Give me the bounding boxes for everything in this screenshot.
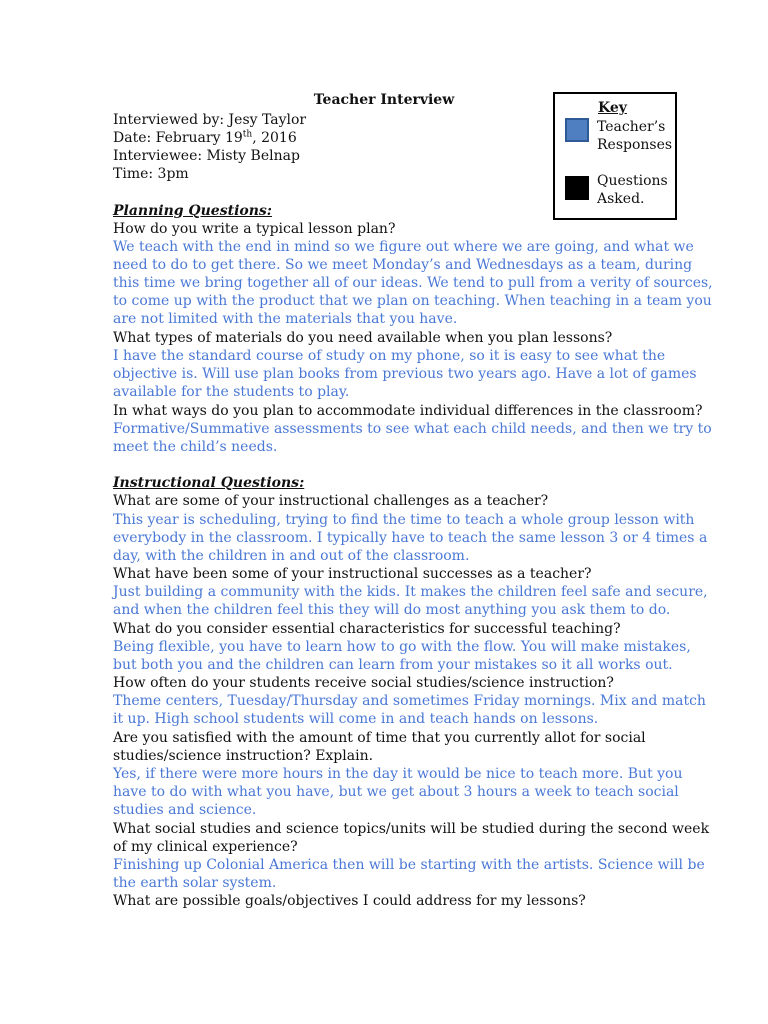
- question: Are you satisfied with the amount of time that you currently allot for social: [113, 730, 646, 746]
- answer-line: to come up with the product that we plan on teaching. When teaching in a team you: [113, 293, 712, 309]
- answer-line: this time we bring together all of our ideas. We tend to pull from a verity of sources,: [113, 275, 713, 291]
- answer-line: Just building a community with the kids. It makes the children feel safe and secure,: [113, 584, 708, 600]
- answer-line: and when the children feel this they will do most anything you ask them to do.: [113, 602, 671, 618]
- answer-line: it up. High school students will come in and teach hands on lessons.: [113, 711, 599, 727]
- answer-line: Being flexible, you have to learn how to go with the flow. You will make mistakes,: [113, 639, 691, 655]
- questions-swatch-icon: [565, 176, 589, 200]
- questions-label-line1: Questions: [597, 173, 668, 189]
- planning-heading: Planning Questions:: [113, 203, 272, 219]
- answer-line: everybody in the classroom. I typically have to teach the same lesson 3 or 4 times a: [113, 530, 708, 546]
- teacher-response-swatch-icon: [565, 118, 589, 142]
- teacher-response-label-line2: Responses: [597, 137, 673, 153]
- answer-line: Finishing up Colonial America then will be starting with the artists. Science will be: [113, 857, 705, 873]
- answer-line: objective is. Will use plan books from previous two years ago. Have a lot of games: [113, 366, 697, 382]
- instructional-heading: Instructional Questions:: [113, 475, 305, 491]
- answer-line: have to do with what you have, but we get about 3 hours a week to teach social: [113, 784, 679, 800]
- question: What have been some of your instructional successes as a teacher?: [113, 566, 592, 582]
- answer-line: Yes, if there were more hours in the day it would be nice to teach more. But you: [113, 766, 683, 782]
- teacher-response-label-line1: Teacher’s: [597, 119, 666, 135]
- document-title: Teacher Interview: [313, 92, 455, 108]
- interviewed-by: Interviewed by: Jesy Taylor: [113, 112, 307, 128]
- answer-line: I have the standard course of study on my phone, so it is easy to see what the: [113, 348, 666, 364]
- answer-line: are not limited with the materials that you have.: [113, 311, 458, 327]
- answer-line: but both you and the children can learn from your mistakes so it all works out.: [113, 657, 673, 673]
- question: What are some of your instructional challenges as a teacher?: [113, 493, 549, 509]
- answer-line: studies and science.: [113, 802, 257, 818]
- answer-line: available for the students to play.: [113, 384, 350, 400]
- answer-line: Theme centers, Tuesday/Thursday and sometimes Friday mornings. Mix and match: [113, 693, 706, 709]
- question: What types of materials do you need available when you plan lessons?: [113, 330, 613, 346]
- question: What are possible goals/objectives I could address for my lessons?: [113, 893, 586, 909]
- answer-line: the earth solar system.: [113, 875, 277, 891]
- question: How do you write a typical lesson plan?: [113, 221, 396, 237]
- question: How often do your students receive social studies/science instruction?: [113, 675, 614, 691]
- question: of my clinical experience?: [113, 839, 298, 855]
- interview-date: Date: February 19th, 2016: [113, 129, 297, 146]
- answer-line: Formative/Summative assessments to see what each child needs, and then we try to: [113, 421, 712, 437]
- answer-line: need to do to get there. So we meet Monday’s and Wednesdays as a team, during: [113, 257, 693, 273]
- questions-label-line2: Asked.: [597, 191, 645, 207]
- question: studies/science instruction? Explain.: [113, 748, 374, 764]
- question: What social studies and science topics/units will be studied during the second week: [113, 821, 710, 837]
- answer-line: meet the child’s needs.: [113, 439, 278, 455]
- question: What do you consider essential characteristics for successful teaching?: [113, 621, 621, 637]
- question: In what ways do you plan to accommodate individual differences in the classroom?: [113, 403, 703, 419]
- answer-line: We teach with the end in mind so we figure out where we are going, and what we: [113, 239, 694, 255]
- interviewee: Interviewee: Misty Belnap: [113, 148, 300, 164]
- key-title: Key: [598, 100, 627, 116]
- answer-line: day, with the children in and out of the classroom.: [113, 548, 470, 564]
- interview-time: Time: 3pm: [113, 166, 189, 182]
- color-key: [553, 92, 677, 220]
- answer-line: This year is scheduling, trying to find the time to teach a whole group lesson with: [113, 512, 695, 528]
